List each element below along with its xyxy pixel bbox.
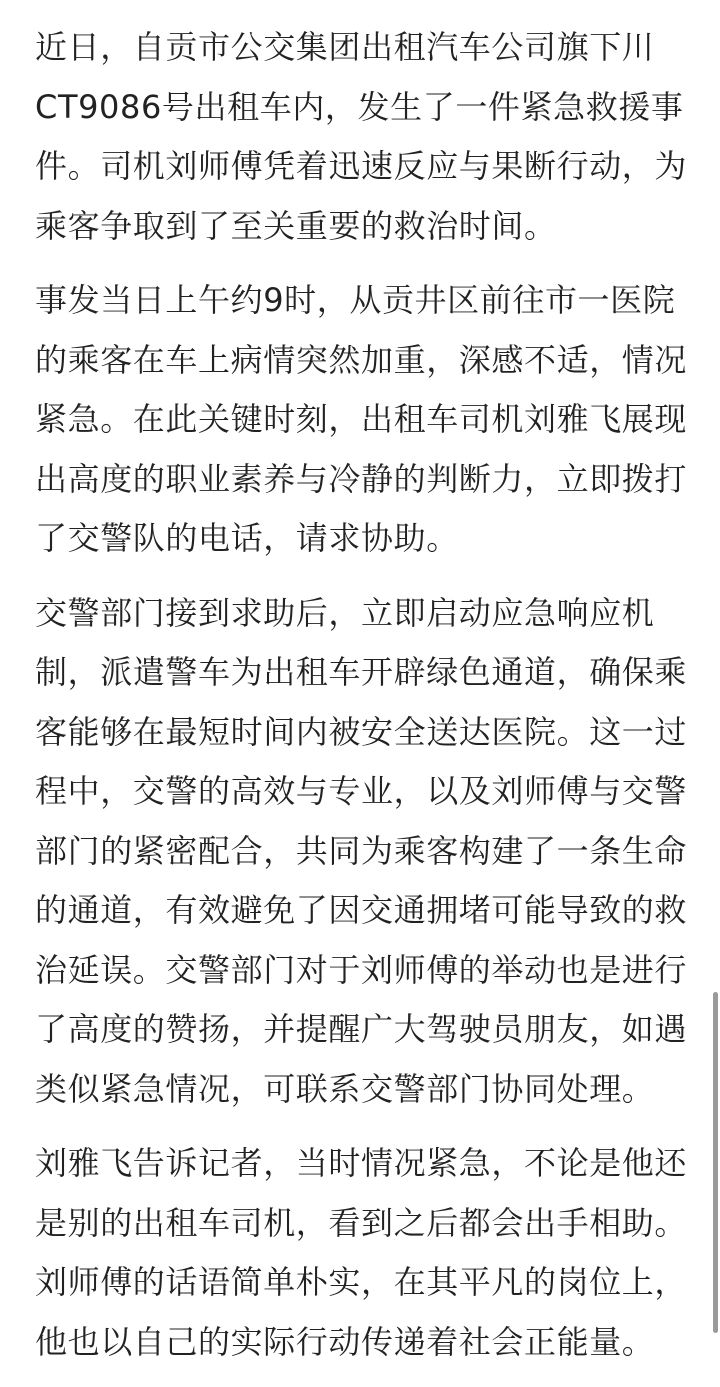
paragraph-line: 刘雅飞告诉记者，当时情况紧急，不论是他还: [35, 1144, 688, 1182]
paragraph-line: 制，派遣警车为出租车开辟绿色通道，确保乘: [35, 653, 688, 691]
paragraph-line: 程中，交警的高效与专业，以及刘师傅与交警: [35, 772, 688, 810]
paragraph-4: [35, 1134, 690, 1372]
paragraph-line: 件。司机刘师傅凭着迅速反应与果断行动，为: [35, 147, 688, 185]
paragraph-line: 近日，自贡市公交集团出租汽车公司旗下川: [35, 28, 655, 66]
paragraph-line: 了高度的赞扬，并提醒广大驾驶员朋友，如遇: [35, 1010, 688, 1048]
paragraph-3: [35, 584, 690, 1120]
paragraph-line: 事发当日上午约9时，从贡井区前往市一医院: [35, 281, 676, 319]
paragraph-line: 客能够在最短时间内被安全送达医院。这一过: [35, 712, 688, 751]
paragraph-line: 部门的紧密配合，共同为乘客构建了一条生命: [35, 831, 688, 870]
paragraph-line: 治延误。交警部门对于刘师傅的举动也是进行: [35, 950, 688, 989]
paragraph-2: [35, 271, 690, 569]
paragraph-line: CT9086号出租车内，发生了一件紧急救援事: [35, 87, 684, 126]
paragraph-line: 的通道，有效避免了因交通拥堵可能导致的救: [35, 891, 688, 929]
paragraph-line: 类似紧急情况，可联系交警部门协同处理。: [35, 1069, 655, 1108]
paragraph-line: 他也以自己的实际行动传递着社会正能量。: [35, 1322, 655, 1361]
article-body: [35, 18, 690, 1387]
paragraph-line: 的乘客在车上病情突然加重，深感不适，情况: [35, 340, 688, 379]
vertical-scrollbar[interactable]: [713, 992, 718, 1333]
paragraph-line: 是别的出租车司机，看到之后都会出手相助。: [35, 1203, 688, 1242]
paragraph-1: [35, 18, 690, 256]
paragraph-line: 乘客争取到了至关重要的救治时间。: [35, 206, 557, 245]
paragraph-line: 紧急。在此关键时刻，出租车司机刘雅飞展现: [35, 400, 688, 438]
paragraph-line: 交警部门接到求助后，立即启动应急响应机: [35, 593, 655, 632]
paragraph-line: 刘师傅的话语简单朴实，在其平凡的岗位上，: [35, 1263, 688, 1301]
paragraph-line: 了交警队的电话，请求协助。: [35, 519, 459, 557]
paragraph-line: 出高度的职业素养与冷静的判断力，立即拨打: [35, 459, 688, 498]
